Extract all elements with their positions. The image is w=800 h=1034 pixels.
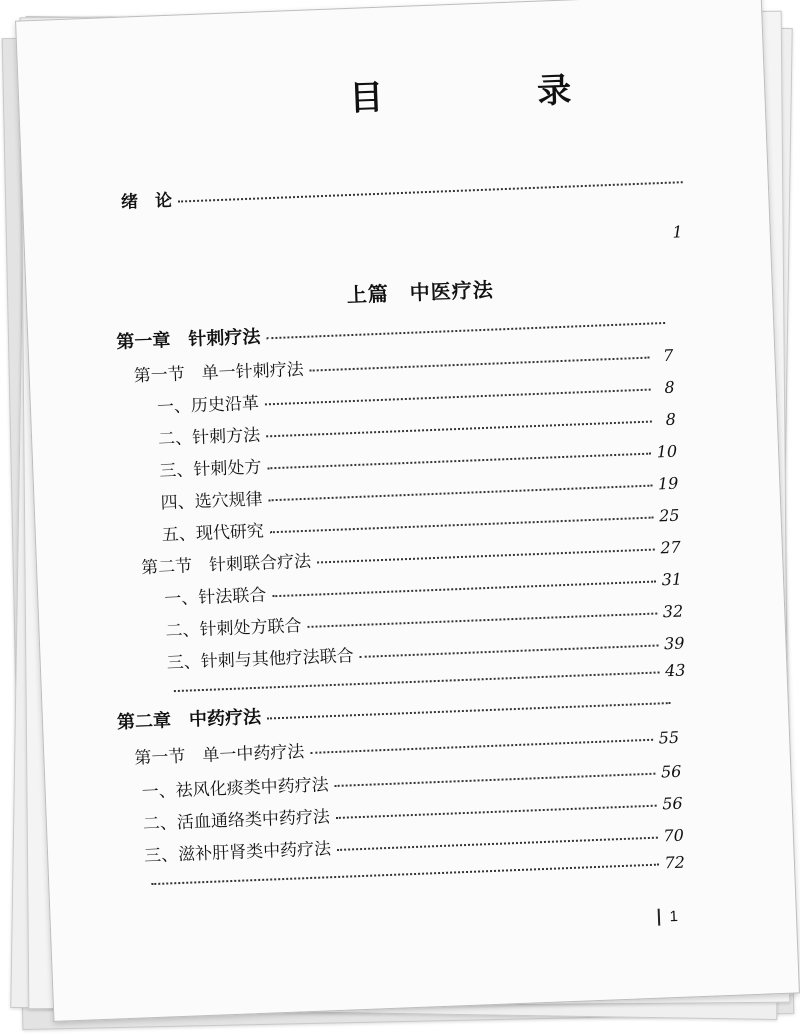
- leader-dots: [270, 517, 653, 534]
- toc-page-number: 8: [665, 409, 677, 430]
- leader-dots: [336, 805, 656, 819]
- toc-page-number: 55: [658, 727, 680, 748]
- leader-dots: [360, 644, 658, 657]
- leader-dots: [265, 389, 651, 406]
- toc-entry-label: 五、现代研究: [161, 521, 265, 546]
- toc-entry-label: 第一章 针刺疗法: [116, 326, 261, 354]
- part-heading: 上篇 中医疗法: [346, 277, 495, 308]
- toc-entry-label: 四、选穴规律: [160, 489, 263, 514]
- toc-entry-label: 一、祛风化痰类中药疗法: [141, 775, 330, 803]
- leader-dots: [267, 702, 671, 720]
- toc-entry-intro-page: [664, 222, 683, 242]
- toc-entry-label: 绪 论: [120, 190, 173, 213]
- toc-page-number: 25: [658, 505, 680, 526]
- leader-dots: [335, 773, 655, 787]
- toc-page-number: 70: [663, 825, 685, 846]
- toc-page-number: 19: [657, 473, 679, 494]
- leader-dots: [307, 613, 656, 628]
- toc-page-number: 43: [664, 660, 686, 681]
- leader-dots: [269, 485, 652, 502]
- toc-page-number: 31: [661, 569, 683, 590]
- toc-page-number: 39: [663, 633, 685, 654]
- toc-page-number: 72: [664, 852, 686, 873]
- toc-page-number: 8: [664, 377, 675, 398]
- toc-entry-intro[interactable]: [121, 166, 690, 213]
- toc-entry-label: 第一节 单一针刺疗法: [133, 359, 305, 387]
- leader-dots: [310, 739, 652, 754]
- leader-dots: [272, 581, 655, 598]
- leader-dots: [310, 357, 650, 372]
- leader-dots: [174, 671, 659, 692]
- toc-entry-label: 三、针刺与其他疗法联合: [166, 646, 355, 674]
- toc-entry-label: 第二节 针刺联合疗法: [140, 551, 312, 579]
- toc-page-number: 27: [660, 537, 682, 558]
- page-title: 目 录: [348, 68, 632, 119]
- leader-dots: [317, 549, 654, 564]
- toc-entry-label: 三、针刺处方: [159, 457, 262, 482]
- footer-page-number: 1: [657, 908, 678, 926]
- leader-dots: [267, 453, 650, 470]
- toc-entry-label: 三、滋补肝肾类中药疗法: [143, 839, 332, 867]
- toc-page-number: 1: [672, 222, 684, 242]
- toc-entry-label: 一、针法联合: [163, 585, 267, 610]
- toc-page-number: 7: [662, 345, 674, 366]
- toc-entry-label: 一、历史沿革: [156, 393, 260, 418]
- toc-page-number: 56: [660, 761, 682, 782]
- toc-page: [15, 0, 800, 1022]
- leader-dots: [266, 421, 652, 438]
- leader-dots: [178, 181, 683, 202]
- toc-entry-label: 二、针刺方法: [157, 425, 261, 450]
- toc-page-number: 56: [661, 793, 683, 814]
- toc-page-number: 32: [662, 601, 684, 622]
- toc-page-number: 10: [656, 441, 678, 462]
- toc-entry-label: 二、针刺处方联合: [165, 616, 302, 642]
- toc-entry-label: 二、活血通络类中药疗法: [142, 807, 331, 835]
- leader-dots: [151, 864, 658, 885]
- toc-entry-label: 第一节 单一中药疗法: [134, 742, 305, 769]
- toc-entry-label: 第二章 中药疗法: [116, 706, 262, 734]
- leader-dots: [266, 322, 665, 339]
- leader-dots: [337, 837, 657, 851]
